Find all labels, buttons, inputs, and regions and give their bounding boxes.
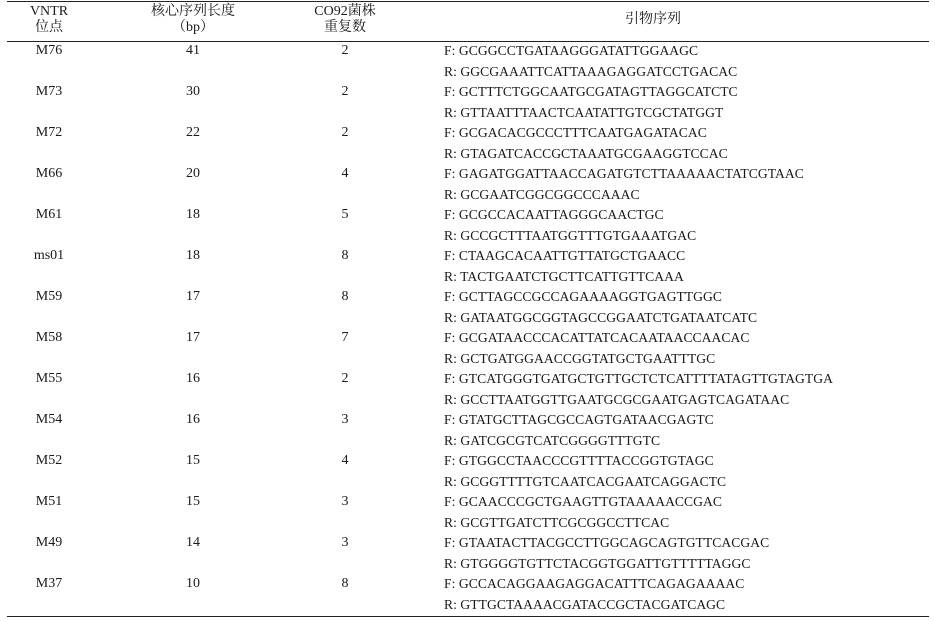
- reverse-primer: R: GTGGGGTGTTCTACGGTGGATTGTTTTTAGGC: [444, 555, 751, 571]
- cell-repeats: 2: [341, 43, 349, 58]
- reverse-primer: R: GCCGCTTTAATGGTTTGTGAAATGAC: [444, 227, 697, 243]
- forward-primer: F: CTAAGCACAATTGTTATGCTGAACC: [444, 248, 686, 263]
- table-row: [7, 82, 929, 123]
- forward-primer: F: GCCACAGGAAGAGGACATTTCAGAGAAAAC: [444, 576, 745, 591]
- forward-primer: F: GAGATGGATTAACCAGATGTCTTAAAAACTATCGTAAC: [444, 166, 804, 181]
- cell-primers: [444, 246, 929, 287]
- cell-core-length: 16: [186, 412, 200, 427]
- cell-repeats: 3: [341, 494, 349, 509]
- table-row: [7, 492, 929, 533]
- cell-primers: [444, 533, 929, 574]
- cell-core-length: 17: [186, 289, 200, 304]
- reverse-primer: R: GCGGTTTTGTCAATCACGAATCAGGACTC: [444, 473, 727, 489]
- cell-core-length: 15: [186, 494, 200, 509]
- header-primers-label: 引物序列: [625, 12, 681, 27]
- cell-core-length: 14: [186, 535, 200, 550]
- cell-primers: [444, 328, 929, 369]
- cell-locus: M37: [35, 576, 63, 591]
- cell-repeats: 4: [341, 166, 349, 181]
- cell-core-length: 17: [186, 330, 200, 345]
- table-row: [7, 246, 929, 287]
- cell-core-length: 30: [186, 84, 200, 99]
- header-repeats-line1: CO92菌株: [314, 4, 376, 19]
- cell-repeats: 8: [341, 248, 349, 263]
- cell-repeats: 2: [341, 84, 349, 99]
- table-row: [7, 410, 929, 451]
- cell-primers: [444, 164, 929, 205]
- cell-primers: [444, 574, 929, 615]
- table-row: [7, 574, 929, 615]
- cell-primers: [444, 205, 929, 246]
- cell-core-length: 41: [186, 43, 200, 58]
- cell-repeats: 8: [341, 289, 349, 304]
- reverse-primer: R: GTAGATCACCGCTAAATGCGAAGGTCCAC: [444, 145, 728, 161]
- cell-locus: M55: [35, 371, 63, 386]
- cell-core-length: 18: [186, 248, 200, 263]
- cell-primers: [444, 41, 929, 82]
- cell-locus: M59: [35, 289, 63, 304]
- cell-locus: M52: [35, 453, 63, 468]
- cell-repeats: 2: [341, 371, 349, 386]
- forward-primer: F: GCGACACGCCCTTTCAATGAGATACAC: [444, 125, 707, 140]
- forward-primer: F: GTAATACTTACGCCTTGGCAGCAGTGTTCACGAC: [444, 535, 770, 550]
- reverse-primer: R: GTTGCTAAAACGATACCGCTACGATCAGC: [444, 596, 726, 612]
- cell-locus: M66: [35, 166, 63, 181]
- table-row: [7, 164, 929, 205]
- cell-locus: M51: [35, 494, 63, 509]
- cell-repeats: 3: [341, 535, 349, 550]
- header-core-length-line2: （bp）: [172, 20, 214, 35]
- cell-core-length: 10: [186, 576, 200, 591]
- reverse-primer: R: GGCGAAATTCATTAAAGAGGATCCTGACAC: [444, 63, 738, 79]
- cell-repeats: 7: [341, 330, 349, 345]
- forward-primer: F: GCTTAGCCGCCAGAAAAGGTGAGTTGGC: [444, 289, 723, 304]
- table-row: [7, 369, 929, 410]
- table-top-rule: [7, 1, 929, 2]
- header-locus-line2: 位点: [35, 20, 63, 35]
- forward-primer: F: GCTTTCTGGCAATGCGATAGTTAGGCATCTC: [444, 84, 738, 99]
- header-repeats: [287, 4, 403, 36]
- cell-locus: M61: [35, 207, 63, 222]
- cell-locus: ms01: [33, 248, 65, 263]
- cell-primers: [444, 82, 929, 123]
- header-core-length: [133, 4, 253, 36]
- forward-primer: F: GTGGCCTAACCCGTTTTACCGGTGTAGC: [444, 453, 714, 468]
- header-repeats-line2: 重复数: [324, 20, 366, 35]
- cell-locus: M72: [35, 125, 63, 140]
- header-locus-line1: VNTR: [29, 4, 69, 19]
- cell-primers: [444, 451, 929, 492]
- header-core-length-line1: 核心序列长度: [151, 4, 235, 19]
- reverse-primer: R: GATAATGGCGGTAGCCGGAATCTGATAATCATC: [444, 309, 758, 325]
- cell-locus: M49: [35, 535, 63, 550]
- cell-repeats: 2: [341, 125, 349, 140]
- table-row: [7, 205, 929, 246]
- cell-primers: [444, 492, 929, 533]
- cell-core-length: 15: [186, 453, 200, 468]
- cell-repeats: 4: [341, 453, 349, 468]
- reverse-primer: R: TACTGAATCTGCTTCATTGTTCAAA: [444, 268, 684, 284]
- cell-primers: [444, 410, 929, 451]
- cell-core-length: 16: [186, 371, 200, 386]
- cell-core-length: 18: [186, 207, 200, 222]
- cell-repeats: 5: [341, 207, 349, 222]
- reverse-primer: R: GCTGATGGAACCGGTATGCTGAATTTGC: [444, 350, 716, 366]
- reverse-primer: R: GCGAATCGGCGGCCCAAAC: [444, 186, 640, 202]
- cell-primers: [444, 287, 929, 328]
- table-row: [7, 123, 929, 164]
- forward-primer: F: GTCATGGGTGATGCTGTTGCTCTCATTTTATAGTTGTAGTGA: [444, 371, 834, 386]
- cell-core-length: 22: [186, 125, 200, 140]
- cell-locus: M73: [35, 84, 63, 99]
- table-row: [7, 451, 929, 492]
- forward-primer: F: GCGATAACCCACATTATCACAATAACCAACAC: [444, 330, 750, 345]
- cell-locus: M58: [35, 330, 63, 345]
- table-bottom-rule: [7, 616, 929, 617]
- forward-primer: F: GCAACCCGCTGAAGTTGTAAAAACCGAC: [444, 494, 723, 509]
- reverse-primer: R: GTTAATTTAACTCAATATTGTCGCTATGGT: [444, 104, 724, 120]
- cell-primers: [444, 369, 929, 410]
- header-locus: [7, 4, 91, 36]
- table-row: [7, 328, 929, 369]
- forward-primer: F: GTATGCTTAGCGCCAGTGATAACGAGTC: [444, 412, 714, 427]
- reverse-primer: R: GCCTTAATGGTTGAATGCGCGAATGAGTCAGATAAC: [444, 391, 790, 407]
- cell-locus: M76: [35, 43, 63, 58]
- forward-primer: F: GCGGCCTGATAAGGGATATTGGAAGC: [444, 43, 699, 58]
- reverse-primer: R: GATCGCGTCATCGGGGTTTGTC: [444, 432, 661, 448]
- header-primers: [593, 12, 713, 28]
- reverse-primer: R: GCGTTGATCTTCGCGGCCTTCAC: [444, 514, 670, 530]
- table-row: [7, 533, 929, 574]
- cell-repeats: 3: [341, 412, 349, 427]
- cell-primers: [444, 123, 929, 164]
- table-row: [7, 287, 929, 328]
- cell-repeats: 8: [341, 576, 349, 591]
- cell-locus: M54: [35, 412, 63, 427]
- forward-primer: F: GCGCCACAATTAGGGCAACTGC: [444, 207, 664, 222]
- cell-core-length: 20: [186, 166, 200, 181]
- table-row: [7, 41, 929, 82]
